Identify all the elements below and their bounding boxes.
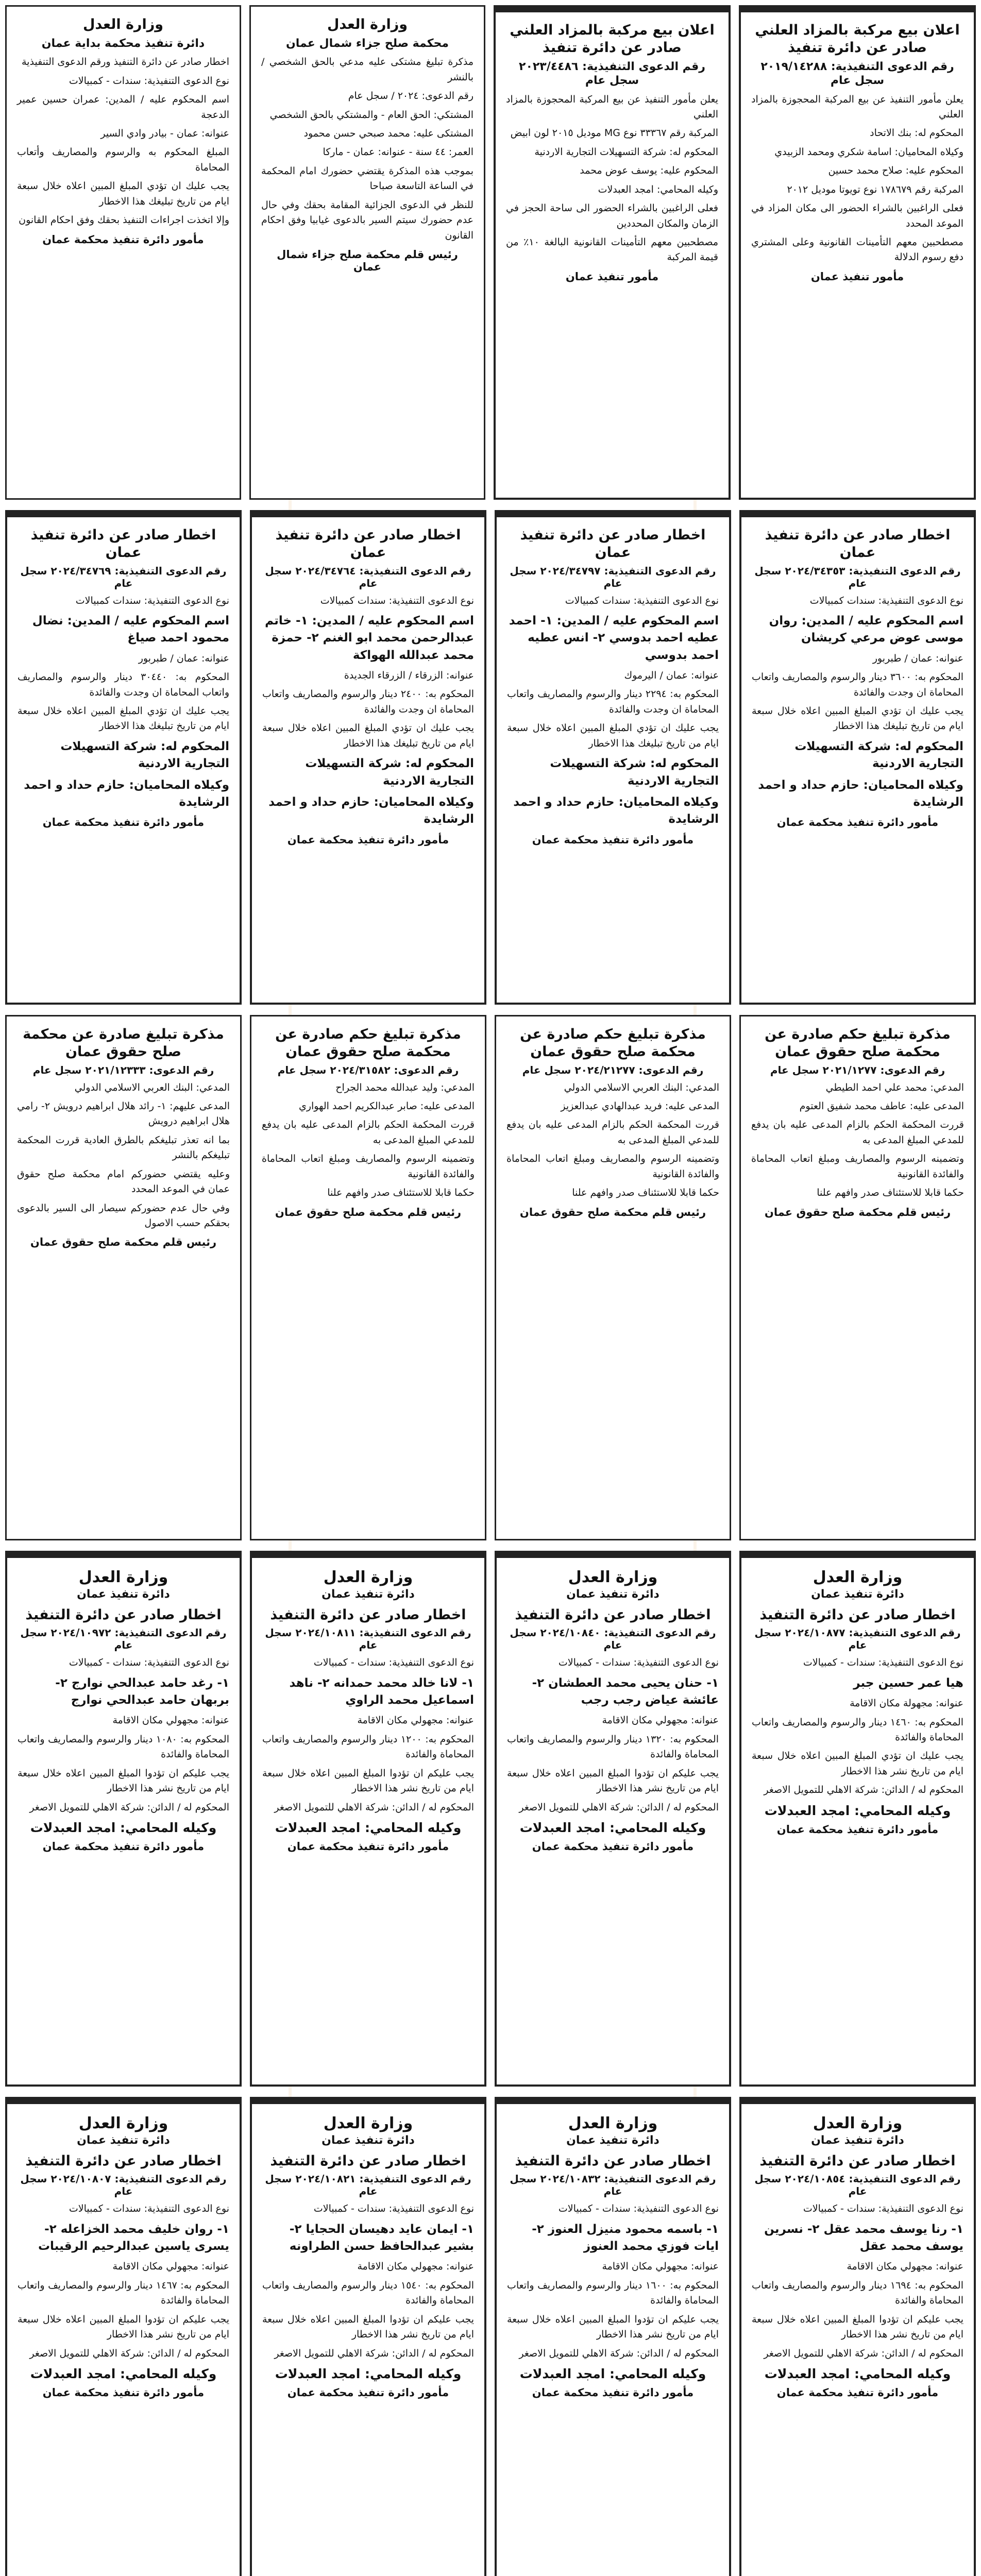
lawyer-name: وكيله المحامي: امجد العبدلات [519,1820,706,1836]
notice-signature: مأمور دائرة تنفيذ محكمة عمان [532,833,694,846]
notice-title: مذكرة تبليغ صادرة عن محكمة صلح حقوق عمان [23,1026,224,1060]
row-4 [5,1551,976,2087]
case-number: رقم الدعوى: ٢٠٢٤/٢١٢٧٧ سجل عام [522,1063,704,1076]
notice-header: اخطار صادر عن دائرة تنفيذ عمان [765,527,951,561]
debtor-names: ١- ايمان عايد دهيسان الحجايا ٢- بشير عبدالحافظ حسن الطراونه [289,2222,474,2253]
notice-text: المحكوم له: بنك الاتحاد [870,127,963,139]
lawyer-name: وكيله المحامي: امجد العبدلات [519,2366,706,2382]
creditor-name: المحكوم له / الدائن: شركة الاهلي للتمويل الاصغر [519,1801,719,1813]
case-number: رقم الدعوى: ٢٠٢١/١٢٣٣٣ سجل عام [32,1063,214,1076]
debtor-address: عنوانه: مجهولي مكان الاقامة [602,1715,719,1726]
case-type: نوع الدعوى التنفيذية: سندات - كمبيالات [803,1657,963,1669]
notice-text: المشتكى عليه: محمد صبحي حسن محمود [303,128,473,139]
ministry-name: وزارة العدل [78,2114,168,2132]
execution-notice-card [5,1551,242,2087]
notice-card [494,5,731,500]
case-number: رقم الدعوى التنفيذية: ٢٠٢٤/١٠٨٤٠ سجل عام [510,1626,716,1652]
notice-signature: مأمور دائرة تنفيذ محكمة عمان [776,2386,939,2399]
notice-text: حكما قابلا للاستئناف صدر وافهم علنا [572,1187,719,1199]
case-number: رقم الدعوى التنفيذية: ٢٠٢٤/٣٤٣٥٣ سجل عام [754,564,961,589]
notice-signature: مأمور دائرة تنفيذ محكمة عمان [42,2386,205,2399]
execution-notice-card [739,1551,976,2087]
notice-text: فعلى الراغبين بالشراء الحضور الى مكان المزاد في الموعد المحدد [751,202,963,229]
notice-text: المدعي: البنك العربي الاسلامي الدولي [74,1081,230,1093]
execution-notice-card [495,2097,731,2576]
case-number: رقم الدعوى التنفيذية: ٢٠٢٤/١٠٨٢١ سجل عام [265,2173,471,2198]
notice-text: للنظر في الدعوى الجزائية المقامة بحقك وفي حال عدم حضورك سيتم السير بالدعوى غيابيا وفق احكام القانون [261,199,473,241]
execution-notice-card [250,1551,486,2087]
judgment-notice-card [495,1015,731,1540]
notice-text: قررت المحكمة الحكم بالزام المدعى عليه بان يدفع للمدعي المبلغ المدعى به [751,1119,964,1146]
creditor-name: المحكوم له: شركة التسهيلات التجارية الاردنية [794,739,963,771]
demand-text: يجب عليكم ان تؤدوا المبلغ المبين اعلاه خلال سبعة ايام من تاريخ نشر هذا الاخطار [262,2313,474,2341]
notice-title: وزارة العدل [327,16,408,32]
notice-header: اخطار صادر عن دائرة التنفيذ [25,1606,222,1623]
notice-signature: مأمور دائرة تنفيذ محكمة عمان [532,2386,694,2399]
department-name: دائرة تنفيذ عمان [566,2134,659,2147]
case-type: نوع الدعوى التنفيذية: سندات - كمبيالات [558,2203,719,2215]
debtor-address: عنوانه: مجهولي مكان الاقامة [357,1715,474,1726]
case-type: نوع الدعوى التنفيذية: سندات - كمبيالات [69,1657,229,1669]
notice-signature: مأمور دائرة تنفيذ محكمة عمان [42,1840,205,1853]
debtor-address: عنوانه: مجهولي مكان الاقامة [602,2261,719,2273]
lawyer-name: وكيلاه المحاميان: حازم حداد و احمد الرشايدة [513,795,719,826]
demand-text: يجب عليكم ان تؤدوا المبلغ المبين اعلاه خلال سبعة ايام من تاريخ نشر هذا الاخطار [507,2313,719,2341]
department-name: دائرة تنفيذ عمان [322,1588,415,1601]
case-number: رقم الدعوى التنفيذية: ٢٠٢٤/١٠٨٣٢ سجل عام [510,2173,716,2198]
notice-text: وعليه يقتضي حضوركم امام محكمة صلح حقوق عمان في الموعد المحدد [17,1168,230,1195]
notice-signature: رئيس قلم محكمة صلح حقوق عمان [519,1206,706,1218]
row-1 [5,5,976,500]
case-number: رقم الدعوى: ٢٠٢٤/٣١٥٨٢ سجل عام [277,1063,459,1076]
amount-text: المحكوم به: ١٦٩٤ دينار والرسوم والمصاريف واتعاب المحاماة والفائدة [752,2279,964,2307]
notice-header: اخطار صادر عن دائرة التنفيذ [270,1606,466,1623]
judgment-notice-card [250,1015,486,1540]
demand-text: يجب عليكم ان تؤدوا المبلغ المبين اعلاه خلال سبعة ايام من تاريخ نشر هذا الاخطار [752,2313,963,2341]
notice-text: المحكوم له: شركة التسهيلات التجارية الاردنية [534,146,718,158]
notice-text: وإلا اتخذت اجراءات التنفيذ بحقك وفق احكام القانون [19,214,229,226]
notice-card [249,5,485,500]
amount-text: المحكوم به: ١٣٢٠ دينار والرسوم والمصاريف واتعاب المحاماة والفائدة [507,1733,719,1760]
notice-text: المشتكي: الحق العام - والمشتكي بالحق الشخصي [269,109,473,121]
notice-text: وكيلاه المحاميان: اسامة شكري ومحمد الزبيدي [774,146,963,158]
debtor-names: اسم المحكوم عليه / المدين: ١- احمد عطيه احمد بدوسي ٢- انس عطيه احمد بدوسي [509,614,719,662]
creditor-name: المحكوم له: شركة التسهيلات التجارية الاردنية [550,757,719,788]
debtor-names: اسم المحكوم عليه / المدين: ١- خاتم عبدالرحمن محمد ابو الغنم ٢- حمزة محمد عبدالله الهواكة [265,614,474,662]
notice-signature: مأمور دائرة تنفيذ محكمة عمان [42,816,205,829]
notice-text: وتضمينه الرسوم والمصاريف ومبلغ اتعاب المحاماة والفائدة القانونية [751,1153,964,1180]
case-number: رقم الدعوى التنفيذية: ٢٠٢٤/١٠٨٧٧ سجل عام [754,1626,961,1652]
debtor-names: ١- باسمه محمود منيزل العنوز ٢- ايات فوزي محمد العنوز [532,2222,719,2253]
notice-text: بموجب هذه المذكرة يقتضي حضورك امام المحكمة في الساعة التاسعة صباحا [261,165,473,192]
notice-card [5,5,241,500]
notice-subtitle: رقم الدعوى التنفيذية: ٢٠٢٣/٤٤٨٦ سجل عام [519,60,705,87]
debtor-names: ١- لانا خالد محمد حمدانه ٢- ناهد اسماعيل محمد الراوي [289,1676,474,1707]
lawyer-name: وكيله المحامي: امجد العبدلات [764,1803,951,1818]
notice-text: المدعي: البنك العربي الاسلامي الدولي [564,1081,719,1093]
debtor-address: عنوانه: مجهولي مكان الاقامة [112,1715,229,1726]
notice-text: مذكرة تبليغ مشتكى عليه مدعي بالحق الشخصي / بالنشر [261,56,473,83]
notice-header: اخطار صادر عن دائرة تنفيذ عمان [30,527,216,561]
case-number: رقم الدعوى التنفيذية: ٢٠٢٤/١٠٨٥٤ سجل عام [754,2173,961,2198]
notice-text: عنوانه: عمان - بيادر وادي السير [100,128,229,139]
notice-title: اعلان بيع مركبة بالمزاد العلني صادر عن دائرة تنفيذ [755,22,960,56]
creditor-name: المحكوم له / الدائن: شركة الاهلي للتمويل الاصغر [274,1801,474,1813]
debtor-address: عنوانه: عمان / طبربور [872,652,963,664]
notice-text: المبلغ المحكوم به والرسوم والمصاريف وأتعاب المحاماة [17,146,229,173]
notice-text: العمر: ٤٤ سنة - عنوانه: عمان - ماركا [323,146,473,158]
notice-header: اخطار صادر عن دائرة التنفيذ [759,2153,956,2169]
department-name: دائرة تنفيذ عمان [566,1588,659,1601]
notice-title: مذكرة تبليغ حكم صادرة عن محكمة صلح حقوق عمان [275,1026,461,1060]
case-number: رقم الدعوى التنفيذية: ٢٠٢٤/١٠٩٧٢ سجل عام [20,1626,227,1652]
notice-title: اعلان بيع مركبة بالمزاد العلني صادر عن دائرة تنفيذ [510,22,715,56]
notice-text: وتضمينه الرسوم والمصاريف ومبلغ اتعاب المحاماة والفائدة القانونية [506,1153,719,1180]
case-type: نوع الدعوى التنفيذية: سندات - كمبيالات [558,1657,719,1669]
notice-text: رقم الدعوى: ٢٠٢٤ / سجل عام [348,90,473,102]
department-name: دائرة تنفيذ عمان [322,2134,415,2147]
execution-notice-card [495,1551,731,2087]
row-2 [5,510,976,1005]
amount-text: المحكوم به: ٣٦٠٠ دينار والرسوم والمصاريف واتعاب المحاماة ان وجدت والفائدة [752,671,964,698]
notice-text: المركبة رقم ٣٣٣٦٧ نوع MG موديل ٢٠١٥ لون ابيض [510,127,718,139]
notice-text: اخطار صادر عن دائرة التنفيذ ورقم الدعوى التنفيذية [22,56,229,68]
notice-text: فعلى الراغبين بالشراء الحضور الى ساحة الحجز في الزمان والمكان المحددين [506,202,718,229]
lawyer-name: وكيلاه المحاميان: حازم حداد و احمد الرشايدة [758,778,963,809]
debtor-address: عنوانه: عمان / اليرموك [624,669,719,681]
ministry-name: وزارة العدل [323,1568,413,1586]
lawyer-name: وكيلاه المحاميان: حازم حداد و احمد الرشايدة [268,795,474,826]
amount-text: المحكوم به: ١٦٠٠ دينار والرسوم والمصاريف واتعاب المحاماة والفائدة [507,2279,719,2307]
case-type: نوع الدعوى التنفيذية: سندات - كمبيالات [69,2203,229,2215]
debtor-names: اسم المحكوم عليه / المدين: روان موسى عوض مرعي كريشان [769,614,963,645]
demand-text: يجب عليك ان تؤدي المبلغ المبين اعلاه خلال سبعة ايام من تاريخ تبليغك هذا الاخطار [507,722,719,749]
notice-text: اسم المحكوم عليه / المدين: عمران حسين عمير الدعجة [17,94,229,121]
notice-signature: مأمور تنفيذ عمان [565,270,659,283]
notice-signature: مأمور دائرة تنفيذ محكمة عمان [532,1840,694,1853]
case-type: نوع الدعوى التنفيذية: سندات - كمبيالات [803,2203,963,2215]
demand-text: يجب عليكم ان تؤدوا المبلغ المبين اعلاه خلال سبعة ايام من تاريخ نشر هذا الاخطار [262,1767,474,1794]
notice-signature: مأمور دائرة تنفيذ محكمة عمان [776,816,939,829]
amount-text: المحكوم به: ١٢٠٠ دينار والرسوم والمصاريف واتعاب المحاماة والفائدة [262,1733,475,1760]
notice-text: المدعى عليه: صابر عبدالكريم احمد الهواري [298,1100,475,1112]
creditor-name: المحكوم له / الدائن: شركة الاهلي للتمويل الاصغر [764,1784,963,1796]
notice-title: وزارة العدل [82,16,164,32]
execution-notice-card [250,2097,486,2576]
case-type: نوع الدعوى التنفيذية: سندات كمبيالات [320,595,474,606]
creditor-name: المحكوم له / الدائن: شركة الاهلي للتمويل الاصغر [519,2347,719,2359]
amount-text: المحكوم به: ٢٢٩٤ دينار والرسوم والمصاريف واتعاب المحاماة ان وجدت والفائدة [507,688,719,715]
creditor-name: المحكوم له: شركة التسهيلات التجارية الاردنية [60,739,229,771]
notice-text: يعلن مأمور التنفيذ عن بيع المركبة المحجوزة بالمزاد العلني [751,93,963,120]
ministry-name: وزارة العدل [78,1568,168,1586]
case-number: رقم الدعوى التنفيذية: ٢٠٢٤/١٠٨٠٧ سجل عام [20,2173,227,2198]
notice-text: المركبة رقم ١٧٨٦٧٩ نوع تويوتا موديل ٢٠١٢ [787,183,963,195]
notice-title: مذكرة تبليغ حكم صادرة عن محكمة صلح حقوق عمان [520,1026,706,1060]
notice-signature: مأمور دائرة تنفيذ محكمة عمان [287,1840,449,1853]
notice-text: قررت المحكمة الحكم بالزام المدعى عليه بان يدفع للمدعي المبلغ المدعى به [506,1119,719,1146]
notice-header: اخطار صادر عن دائرة التنفيذ [759,1606,956,1623]
notice-text: وتضمينه الرسوم والمصاريف ومبلغ اتعاب المحاماة والفائدة القانونية [262,1153,475,1180]
debtor-names: اسم المحكوم عليه / المدين: نضال محمود احمد صياغ [32,614,229,645]
ministry-name: وزارة العدل [813,1568,903,1586]
lawyer-name: وكيلاه المحاميان: حازم حداد و احمد الرشايدة [24,778,229,809]
demand-text: يجب عليكم ان تؤدوا المبلغ المبين اعلاه خلال سبعة ايام من تاريخ نشر هذا الاخطار [507,1767,719,1794]
demand-text: يجب عليك ان تؤدي المبلغ المبين اعلاه خلال سبعة ايام من تاريخ تبليغك هذا الاخطار [262,722,474,749]
notice-text: المحكوم عليه: صلاح محمد حسين [828,165,963,177]
notice-text: بما انه تعذر تبليغكم بالطرق العادية قررت المحكمة تبليغكم بالنشر [17,1134,230,1161]
lawyer-name: وكيله المحامي: امجد العبدلات [30,1820,217,1836]
notice-text: حكما قابلا للاستئناف صدر وافهم علنا [817,1187,964,1199]
case-type: نوع الدعوى التنفيذية: سندات كمبيالات [809,595,963,606]
lawyer-name: وكيله المحامي: امجد العبدلات [30,2366,217,2382]
ministry-name: وزارة العدل [568,2114,658,2132]
creditor-name: المحكوم له / الدائن: شركة الاهلي للتمويل الاصغر [29,2347,229,2359]
debtor-names: هيا عمر حسين جبر [853,1676,963,1690]
case-number: رقم الدعوى التنفيذية: ٢٠٢٤/٣٤٧٦٩ سجل عام [20,564,227,589]
amount-text: المحكوم به: ٢٤٠٠ دينار والرسوم والمصاريف واتعاب المحاماة ان وجدت والفائدة [262,688,475,715]
demand-text: يجب عليك ان تؤدي المبلغ المبين اعلاه خلال سبعة ايام من تاريخ تبليغك هذا الاخطار [18,705,229,732]
department-name: دائرة تنفيذ عمان [77,2134,170,2147]
notice-text: نوع الدعوى التنفيذية: سندات - كمبيالات [69,75,229,87]
creditor-name: المحكوم له / الدائن: شركة الاهلي للتمويل الاصغر [274,2347,474,2359]
notice-header: اخطار صادر عن دائرة التنفيذ [515,2153,711,2169]
debtor-names: ١- روان خليف محمد الخزاعله ٢- يسرى ياسين عبدالرحيم الرقيبات [38,2222,229,2253]
amount-text: المحكوم به: ١٤٦٧ دينار والرسوم والمصاريف واتعاب المحاماة والفائدة [18,2279,230,2307]
judgment-notice-card [739,1015,976,1540]
debtor-address: عنوانه: عمان / طبربور [138,652,229,664]
notice-text: المدعى عليهم: ١- رائد هلال ابراهيم درويش ٢- رامي هلال ابراهيم درويش [17,1100,230,1127]
notice-text: يعلن مأمور التنفيذ عن بيع المركبة المحجوزة بالمزاد العلني [506,93,718,120]
execution-notice-card [5,510,242,1005]
notice-header: اخطار صادر عن دائرة التنفيذ [515,1606,711,1623]
debtor-names: ١- رغد حامد عبدالحي نوارج ٢- بربهان حامد عبدالحي نوارج [55,1676,229,1707]
amount-text: المحكوم به: ١٥٤٠ دينار والرسوم والمصاريف واتعاب المحاماة والفائدة [262,2279,475,2307]
demand-text: يجب عليكم ان تؤدوا المبلغ المبين اعلاه خلال سبعة ايام من تاريخ نشر هذا الاخطار [18,2313,229,2341]
case-number: رقم الدعوى التنفيذية: ٢٠٢٤/٣٤٧٩٧ سجل عام [510,564,716,589]
ministry-name: وزارة العدل [323,2114,413,2132]
demand-text: يجب عليك ان تؤدي المبلغ المبين اعلاه خلال سبعة ايام من تاريخ نشر هذا الاخطار [752,1750,963,1777]
lawyer-name: وكيله المحامي: امجد العبدلات [275,2366,462,2382]
case-type: نوع الدعوى التنفيذية: سندات كمبيالات [75,595,229,606]
execution-notice-card [250,510,486,1005]
notice-signature: رئيس قلم محكمة صلح حقوق عمان [30,1236,217,1249]
notice-signature: مأمور دائرة تنفيذ محكمة عمان [287,2386,449,2399]
creditor-name: المحكوم له / الدائن: شركة الاهلي للتمويل الاصغر [29,1801,229,1813]
notice-text: وفي حال عدم حضوركم سيصار الى السير بالدعوى بحقكم حسب الاصول [17,1202,230,1229]
demand-text: يجب عليك ان تؤدي المبلغ المبين اعلاه خلال سبعة ايام من تاريخ تبليغك هذا الاخطار [752,705,963,732]
notice-text: حكما قابلا للاستئناف صدر وافهم علنا [327,1187,475,1199]
notice-header: اخطار صادر عن دائرة تنفيذ عمان [520,527,706,561]
case-number: رقم الدعوى التنفيذية: ٢٠٢٤/٣٤٧٦٤ سجل عام [265,564,471,589]
debtor-address: عنوانه: مجهولة مكان الاقامة [850,1698,963,1709]
debtor-address: عنوانه: الزرقاء / الزرقاء الجديدة [344,669,474,681]
case-type: نوع الدعوى التنفيذية: سندات - كمبيالات [313,1657,474,1669]
debtor-address: عنوانه: مجهولي مكان الاقامة [847,2261,963,2273]
judgment-notice-card [5,1015,242,1540]
debtor-address: عنوانه: مجهولي مكان الاقامة [357,2261,474,2273]
notice-text: مصطحبين معهم التأمينات القانونية البالغة ١٠٪ من قيمة المركبة [506,236,718,263]
notice-signature: مأمور دائرة تنفيذ محكمة عمان [42,233,204,246]
case-number: رقم الدعوى التنفيذية: ٢٠٢٤/١٠٨١١ سجل عام [265,1626,471,1652]
notice-signature: مأمور دائرة تنفيذ محكمة عمان [287,833,449,846]
amount-text: المحكوم به: ١٤٦٠ دينار والرسوم والمصاريف واتعاب المحاماة والفائدة [752,1716,964,1743]
notice-header: اخطار صادر عن دائرة التنفيذ [270,2153,466,2169]
ministry-name: وزارة العدل [568,1568,658,1586]
notice-signature: رئيس قلم محكمة صلح حقوق عمان [275,1206,462,1218]
row-3 [5,1015,976,1540]
department-name: دائرة تنفيذ عمان [811,2134,904,2147]
notice-text: وكيله المحامي: امجد العبدلات [598,183,718,195]
notice-signature: رئيس قلم محكمة صلح حقوق عمان [764,1206,951,1218]
creditor-name: المحكوم له: شركة التسهيلات التجارية الاردنية [305,757,474,788]
lawyer-name: وكيله المحامي: امجد العبدلات [275,1820,462,1836]
amount-text: المحكوم به: ١٠٨٠ دينار والرسوم والمصاريف واتعاب المحاماة والفائدة [18,1733,230,1760]
row-5 [5,2097,976,2576]
demand-text: يجب عليكم ان تؤدوا المبلغ المبين اعلاه خلال سبعة ايام من تاريخ نشر هذا الاخطار [18,1767,229,1794]
notice-text: المدعى عليه: عاطف محمد شفيق العتوم [799,1100,964,1112]
notice-header: اخطار صادر عن دائرة التنفيذ [25,2153,222,2169]
notice-text: قررت المحكمة الحكم بالزام المدعى عليه بان يدفع للمدعي المبلغ المدعى به [262,1119,475,1146]
notice-text: المدعى عليه: فريد عبدالهادي عبدالعزيز [561,1100,719,1112]
notice-card [739,5,976,500]
execution-notice-card [5,2097,242,2576]
notice-signature: مأمور تنفيذ عمان [810,270,904,283]
lawyer-name: وكيله المحامي: امجد العبدلات [764,2366,951,2382]
execution-notice-card [495,510,731,1005]
notice-signature: مأمور دائرة تنفيذ محكمة عمان [776,1823,939,1836]
case-type: نوع الدعوى التنفيذية: سندات - كمبيالات [313,2203,474,2215]
notice-subtitle: محكمة صلح جزاء شمال عمان [286,37,449,50]
notice-header: اخطار صادر عن دائرة تنفيذ عمان [275,527,461,561]
creditor-name: المحكوم له / الدائن: شركة الاهلي للتمويل الاصغر [764,2347,963,2359]
debtor-address: عنوانه: مجهولي مكان الاقامة [112,2261,229,2273]
ministry-name: وزارة العدل [813,2114,903,2132]
department-name: دائرة تنفيذ عمان [811,1588,904,1601]
case-type: نوع الدعوى التنفيذية: سندات كمبيالات [565,595,719,606]
notice-signature: رئيس قلم محكمة صلح جزاء شمال عمان [277,248,458,274]
notice-text: مصطحبين معهم التأمينات القانونية وعلى المشتري دفع رسوم الدلالة [751,236,963,263]
department-name: دائرة تنفيذ عمان [77,1588,170,1601]
notice-text: المدعي: محمد علي احمد الطيطي [825,1081,964,1093]
case-number: رقم الدعوى: ٢٠٢١/١٢٧٧ سجل عام [770,1063,945,1076]
notice-text: المحكوم عليه: يوسف عوض محمد [580,165,718,177]
notice-text: المدعي: وليد عبدالله محمد الجراح [335,1081,475,1093]
execution-notice-card [739,510,976,1005]
debtor-names: ١- رنا يوسف محمد عقل ٢- نسرين يوسف محمد عقل [764,2222,963,2253]
amount-text: المحكوم به: ٣٠٤٤٠ دينار والرسوم والمصاريف واتعاب المحاماة ان وجدت والفائدة [18,671,229,698]
notice-subtitle: دائرة تنفيذ محكمة بداية عمان [41,37,205,50]
notice-text: يجب عليك ان تؤدي المبلغ المبين اعلاه خلال سبعة ايام من تاريخ تبليغك هذا الاخطار [17,180,229,207]
debtor-names: ١- حنان يحيى محمد العطشان ٢- عائشة عياض رجب رجب [532,1676,719,1707]
execution-notice-card [739,2097,976,2576]
notice-title: مذكرة تبليغ حكم صادرة عن محكمة صلح حقوق عمان [765,1026,951,1060]
notice-subtitle: رقم الدعوى التنفيذية: ٢٠١٩/١٤٢٨٨ سجل عام [760,60,954,87]
